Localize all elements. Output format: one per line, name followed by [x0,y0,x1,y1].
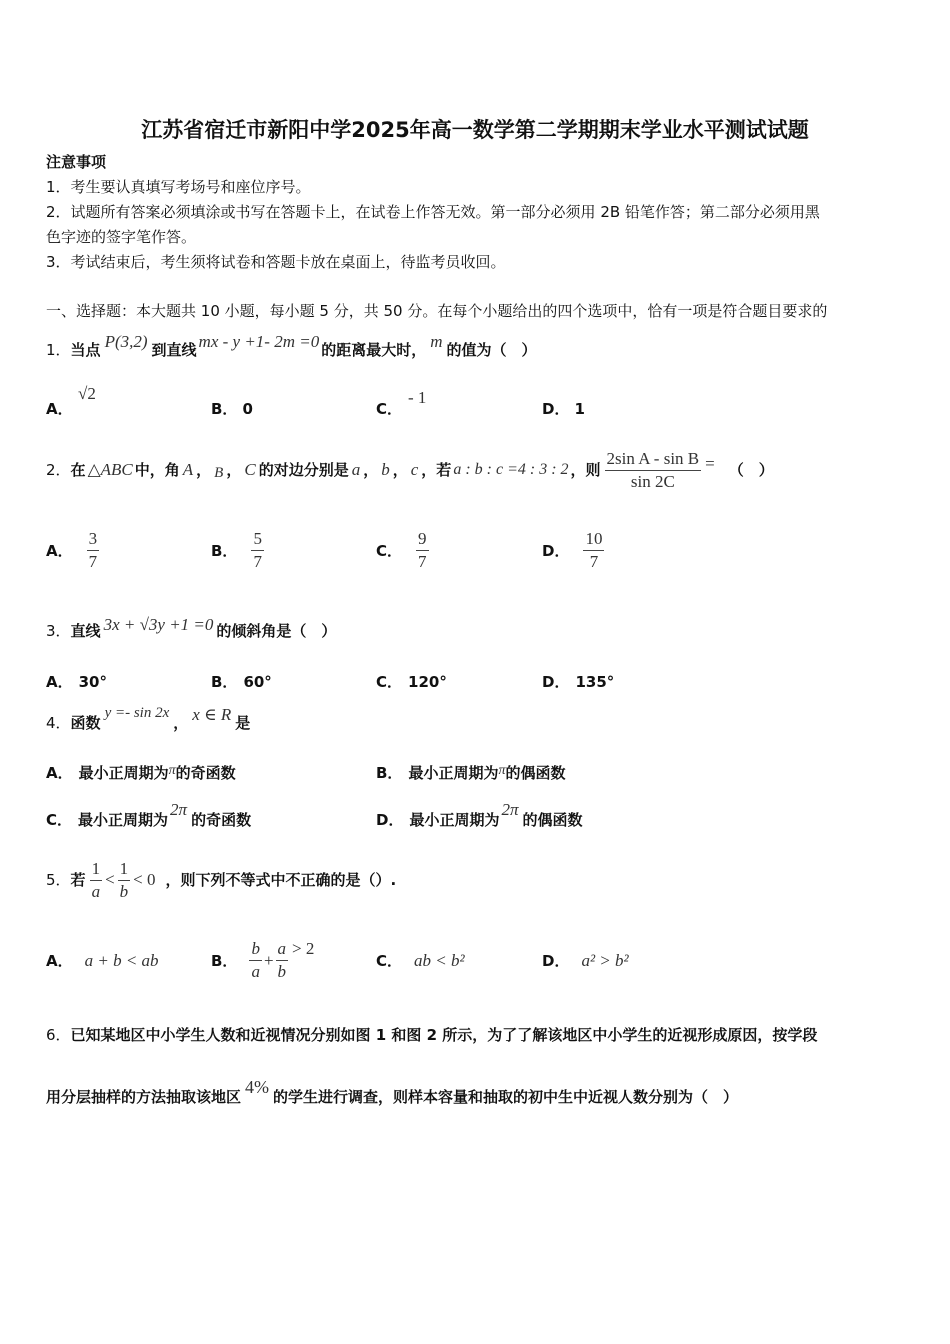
section-heading: 一、选择题：本大题共 10 小题，每小题 5 分，共 50 分。在每个小题给出的四个选项中，恰有一项是符合题目要求的 [46,302,828,320]
q3-text-2: 的倾斜角是（ ） [216,622,337,640]
q1-option-d[interactable]: 1 [574,400,585,418]
q2-text: 在 [70,461,86,479]
notice-item-2-cont: 色字迹的签字笔作答。 [46,228,197,246]
q2-comma-3: ， [363,461,379,479]
q4-option-b[interactable] [376,763,565,783]
q1-point: P(3,2) [104,332,148,351]
q5-option-a-value: a + b < ab [84,950,159,970]
q3-text: 直线 [70,622,101,640]
q2-option-b-num: 5 [251,528,264,551]
q1-option-b-label: B． [211,400,238,418]
q2-option-c[interactable] [376,528,429,573]
q3-option-a-label: A． [46,673,73,691]
q2-ratio: a : b : c =4 : 3 : 2 [453,461,569,478]
question-6-cont [46,1073,738,1109]
q2-option-a[interactable] [46,528,99,573]
question-4 [46,705,251,738]
question-5 [46,855,396,905]
q4-option-a-text-2: 的奇函数 [175,764,236,782]
q3-option-c-label: C． [376,673,403,691]
q2-option-b-den: 7 [253,552,262,571]
q2-options [46,528,916,578]
q2-number: 2． [46,461,71,479]
q5-option-b-den-1: a [251,962,260,981]
q5-option-b-plus: + [263,950,274,970]
q4-option-d-text-2: 的偶函数 [522,811,583,829]
q6-text-3: 的学生进行调查，则样本容量和抽取的初中生中近视人数分别为（ ） [273,1088,739,1106]
question-1 [46,332,537,365]
q1-text-2: 到直线 [151,341,197,359]
q5-option-b-label: B． [211,952,238,970]
q4-option-b-text-2: 的偶函数 [505,764,566,782]
q2-comma-4: ， [392,461,408,479]
q3-option-b[interactable] [211,671,272,692]
q1-option-a[interactable]: √2 [78,384,96,403]
q5-text: 若 [70,871,86,889]
q4-function: y =- sin 2x [104,705,170,721]
q5-text-2: ，则下列不等式中不正确的是（）. [165,871,397,889]
q4-text: 函数 [70,714,101,732]
q1-number: 1． [46,341,71,359]
q2-option-a-num: 3 [87,528,100,551]
q5-option-b-num-1: b [249,938,262,961]
q2-option-b-label: B． [211,542,238,560]
q4-number: 4． [46,714,71,732]
q3-options [46,671,916,693]
q5-fraction-2-num: 1 [118,858,131,881]
q2-option-d-den: 7 [589,552,599,571]
q2-option-d-num: 10 [583,528,604,551]
q2-expression-numerator: 2sin A - sin B [605,448,702,471]
q1-text-4: 的值为（ ） [446,341,537,359]
q4-option-d-pi: 2π [501,800,519,819]
q5-fraction-2 [118,858,131,903]
q2-blank: （ ） [728,461,774,479]
q3-option-b-label: B． [211,673,238,691]
q3-option-b-value: 60° [243,673,272,691]
q2-text-3: 的对边分别是 [258,461,349,479]
q2-equals: = [705,454,715,473]
question-3 [46,616,336,646]
q4-option-a-pi: π [168,763,176,778]
q1-line-equation: mx - y +1- 2m =0 [198,332,320,351]
q2-option-a-label: A． [46,542,73,560]
q6-text: 已知某地区中小学生人数和近视情况分别如图 1 和图 2 所示，为了了解该地区中小学生的近视形成原因，按学段 [70,1026,818,1044]
q5-option-a-label: A． [46,952,73,970]
q6-percent: 4% [245,1077,270,1097]
q4-option-c-text: 最小正周期为 [78,811,169,829]
q3-option-a-value: 30° [78,673,107,691]
q4-option-d-text: 最小正周期为 [409,811,500,829]
q2-angle-b: B [214,465,224,481]
q4-option-a[interactable] [46,763,236,783]
q3-number: 3． [46,622,71,640]
q1-options [46,384,916,418]
q4-option-c-label: C． [46,811,73,829]
q1-option-c[interactable]: - 1 [408,388,427,407]
q2-side-a: a [351,460,361,479]
q2-comma-2: ， [226,461,242,479]
q2-expression-denominator: sin 2C [630,471,675,491]
q2-angle-c: C [244,460,256,479]
q5-fraction-2-den: b [119,881,129,901]
q2-option-d-label: D． [542,542,570,560]
q4-option-b-text: 最小正周期为 [408,764,499,782]
q4-option-b-label: B． [376,764,403,782]
q1-text: 当点 [70,341,101,359]
notice-item-1: 1．考生要认真填写考场号和座位序号。 [46,178,311,196]
q2-option-d[interactable] [542,528,604,573]
q1-option-b[interactable]: 0 [242,400,253,418]
q1-option-d-label: D． [542,400,570,418]
q2-angle-a: A [182,460,194,479]
q4-option-c-text-2: 的奇函数 [191,811,252,829]
q4-option-d-label: D． [376,811,404,829]
page-title: 江苏省宿迁市新阳中学2025年高一数学第二学期期末学业水平测试试题 [141,118,809,142]
q1-option-c-label: C． [376,400,403,418]
q4-option-d[interactable] [376,800,583,830]
notice-item-3: 3．考试结束后，考生须将试卷和答题卡放在桌面上，待监考员收回。 [46,253,506,271]
q4-option-a-label: A． [46,764,73,782]
q3-option-d[interactable] [542,671,614,692]
q2-option-c-label: C． [376,542,403,560]
notice-item-2: 2．试题所有答案必须填涂或书写在答题卡上，在试卷上作答无效。第一部分必须用 2B 铅笔作答；第二部分必须用黑 [46,203,820,221]
q4-comma: ， [173,714,189,732]
question-2 [46,444,774,496]
q3-option-c[interactable] [376,671,447,692]
q5-fraction-1-den: a [91,881,101,901]
q2-option-c-den: 7 [418,552,427,571]
q2-text-2: 中，角 [134,461,180,479]
q5-option-d-value: a² > b² [581,950,629,970]
q4-option-b-pi: π [498,763,506,778]
q5-option-c-label: C． [376,952,403,970]
q4-option-c-pi: 2π [170,800,188,819]
q5-number: 5． [46,871,71,889]
q2-text-5: ，则 [570,461,601,479]
q5-option-d[interactable] [542,950,629,971]
q4-text-2: 是 [235,714,251,732]
q2-option-c-num: 9 [416,528,429,551]
q3-option-d-label: D． [542,673,570,691]
q6-number: 6． [46,1026,71,1044]
q1-option-a-label: A． [46,400,73,418]
q3-option-a[interactable] [46,671,107,692]
q2-side-b: b [381,460,390,479]
q2-text-4: ，若 [421,461,452,479]
q5-fraction-1 [90,858,103,903]
q2-expression [605,448,702,493]
q2-side-c: c [410,460,419,479]
q3-line-equation: 3x + √3y +1 =0 [103,615,214,634]
q4-domain: x ∈ R [192,705,232,724]
q2-comma-1: ， [196,461,212,479]
q5-fraction-1-num: 1 [90,858,103,881]
q5-options [46,938,916,988]
q5-tail: < 0 [133,870,156,889]
q5-option-c[interactable] [376,950,465,971]
q4-option-c[interactable] [46,800,252,830]
q5-option-c-value: ab < b² [414,950,465,970]
question-6 [46,1025,817,1045]
q5-option-d-label: D． [542,952,570,970]
q3-option-c-value: 120° [408,673,447,691]
q3-option-d-value: 135° [575,673,615,691]
q2-triangle: △ABC [87,460,133,479]
q5-option-b-tail: > 2 [292,938,315,958]
notice-heading: 注意事项 [46,153,107,171]
q6-text-2: 用分层抽样的方法抽取该地区 [46,1088,242,1106]
q2-option-b[interactable] [211,528,264,573]
q1-variable: m [430,332,443,351]
q5-option-a[interactable] [46,950,159,971]
q5-option-b[interactable] [211,938,314,983]
q5-option-b-num-2: a [276,938,289,961]
q4-option-a-text: 最小正周期为 [78,764,169,782]
q5-option-b-den-2: b [277,962,287,981]
q2-option-a-den: 7 [88,552,98,571]
q1-text-3: 的距离最大时， [321,341,427,359]
q5-less-than: < [105,870,115,889]
